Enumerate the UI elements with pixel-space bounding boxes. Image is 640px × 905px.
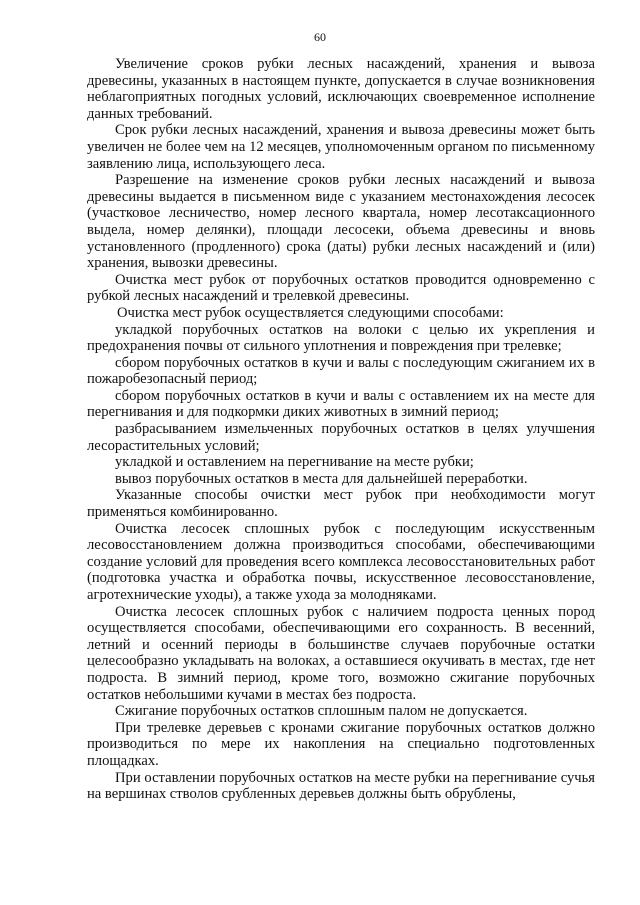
paragraph: При трелевке деревьев с кронами сжигание порубочных остатков должно производиться по мере их накопления на специально подготовленных площадках. xyxy=(87,719,595,769)
paragraph: Увеличение сроков рубки лесных насаждений, хранения и вывоза древесины, указанных в настоящем пункте, допускается в случае возникновения неблагоприятных погодных условий, исключающих своевременное исполнение данных требований. xyxy=(87,56,595,122)
list-item: укладкой порубочных остатков на волоки с целью их укрепления и предохранения почвы от сильного уплотнения и повреждения при трелевке; xyxy=(87,321,595,355)
list-item: вывоз порубочных остатков в места для дальнейшей переработки. xyxy=(115,470,528,487)
paragraph: Сжигание порубочных остатков сплошным палом не допускается. xyxy=(115,703,528,720)
list-item: укладкой и оставлением на перегнивание на месте рубки; xyxy=(115,454,474,471)
paragraph: Срок рубки лесных насаждений, хранения и вывоза древесины может быть увеличен не более чем на 12 месяцев, уполномоченным органом по письменному заявлению лица, использующего леса. xyxy=(87,122,595,172)
paragraph: Очистка лесосек сплошных рубок с наличием подроста ценных пород осуществляется способами, обеспечивающими его сохранность. В весенний, летний и осенний периоды в большинстве случаев порубочные остатки целесообразно укладывать на волоках, а оставшиеся окучивать в местах, где нет подроста. В зимний период, кроме того, возможно сжигание порубочных остатков небольшими кучами в местах без подроста. xyxy=(87,603,595,703)
paragraph: Очистка лесосек сплошных рубок с последующим искусственным лесовосстановлением должна производиться способами, обеспечивающими создание условий для проведения всего комплекса лесовосстановительных работ (подготовка участка и обработка почвы, искусственное лесовосстановление, агротехнические уходы), а также ухода за молодняками. xyxy=(87,520,595,603)
paragraph: Очистка мест рубок от порубочных остатков проводится одновременно с рубкой лесных насаждений и трелевкой древесины. xyxy=(87,271,595,305)
page-body xyxy=(87,56,595,803)
paragraph: Указанные способы очистки мест рубок при необходимости могут применяться комбинированно. xyxy=(87,487,595,521)
list-item: разбрасыванием измельченных порубочных остатков в целях улучшения лесорастительных условий; xyxy=(87,421,595,454)
list-item: сбором порубочных остатков в кучи и валы с последующим сжиганием их в пожаробезопасный период; xyxy=(87,354,595,388)
list-item: сбором порубочных остатков в кучи и валы с оставлением их на месте для перегнивания и для подкормки диких животных в зимний период; xyxy=(87,387,595,421)
paragraph: Разрешение на изменение сроков рубки лесных насаждений и вывоза древесины выдается в письменном виде с указанием местонахождения лесосек (участковое лесничество, номер лесного квартала, номер лесотаксационного выдела, номер делянки), площади лесосеки, объема древесины и вновь установленного (продленного) срока (даты) рубки лесных насаждений и (или) хранения, вывозки древесины. xyxy=(87,172,595,272)
page-number: 60 xyxy=(314,30,326,44)
paragraph: При оставлении порубочных остатков на месте рубки на перегнивание сучья на вершинах стволов срубленных деревьев должны быть обрублены, xyxy=(87,769,595,803)
paragraph: Очистка мест рубок осуществляется следующими способами: xyxy=(117,304,504,321)
